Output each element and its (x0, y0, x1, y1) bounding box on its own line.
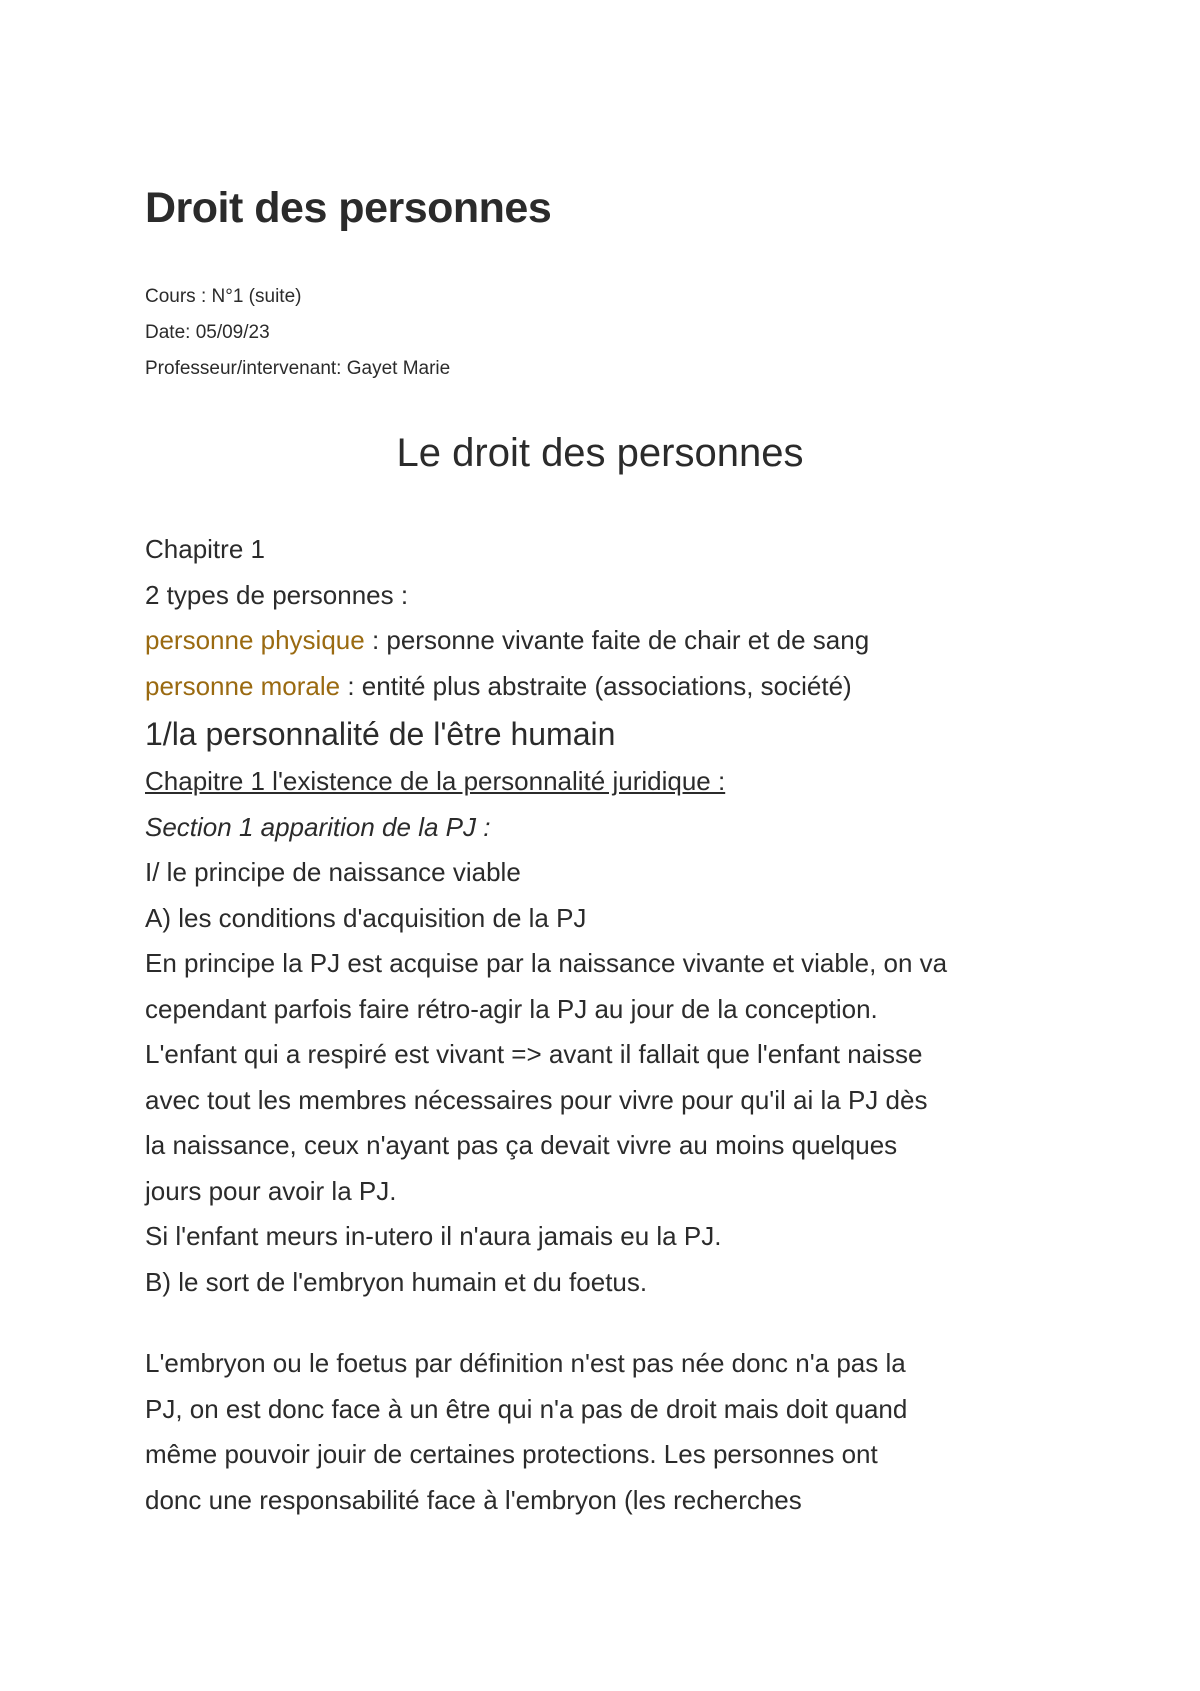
chapitre-heading: Chapitre 1 l'existence de la personnalité juridique : (145, 766, 726, 796)
principe-heading: I/ le principe de naissance viable (145, 857, 521, 887)
chapitre-label: Chapitre 1 (145, 534, 265, 564)
meta-date: Date: 05/09/23 (145, 322, 270, 343)
types-heading: 2 types de personnes : (145, 579, 409, 610)
definition-personne-physique (145, 618, 1075, 664)
sub-heading-a: A) les conditions d'acquisition de la PJ (145, 902, 587, 933)
paragraph-line: la naissance, ceux n'ayant pas ça devait vivre au moins quelques (145, 1130, 898, 1160)
meta-cours: Cours : N°1 (suite) (145, 286, 302, 307)
section-heading: 1/la personnalité de l'être humain (145, 716, 616, 752)
term-personne-morale: personne morale (145, 670, 341, 701)
section-1-heading: Section 1 apparition de la PJ : (145, 811, 491, 842)
paragraph-line: jours pour avoir la PJ. (145, 1175, 397, 1206)
paragraph-line: PJ, on est donc face à un être qui n'a pas de droit mais doit quand (145, 1393, 908, 1424)
paragraph-line: En principe la PJ est acquise par la naissance vivante et viable, on va (145, 948, 948, 978)
paragraph-line: L'embryon ou le foetus par définition n'est pas née donc n'a pas la (145, 1348, 906, 1378)
document-subtitle: Le droit des personnes (396, 431, 804, 475)
document-meta (145, 279, 450, 387)
paragraph-line: donc une responsabilité face à l'embryon (les recherches (145, 1484, 802, 1515)
document-title: Droit des personnes (145, 184, 552, 232)
paragraph-spacer (145, 1305, 1075, 1341)
document-body (145, 527, 1075, 1523)
term-personne-physique: personne physique (145, 625, 365, 655)
paragraph-line: même pouvoir jouir de certaines protections. Les personnes ont (145, 1439, 878, 1469)
paragraph-line: Si l'enfant meurs in-utero il n'aura jamais eu la PJ. (145, 1221, 722, 1251)
paragraph-line: L'enfant qui a respiré est vivant => avant il fallait que l'enfant naisse (145, 1039, 923, 1069)
definition-personne-morale (145, 664, 1075, 710)
paragraph-1 (145, 941, 1075, 1260)
paragraph-line: cependant parfois faire rétro-agir la PJ au jour de la conception. (145, 993, 878, 1024)
definition-text: : entité plus abstraite (associations, société) (340, 670, 852, 701)
paragraph-line: avec tout les membres nécessaires pour vivre pour qu'il ai la PJ dès (145, 1084, 928, 1115)
sub-heading-b: B) le sort de l'embryon humain et du foetus. (145, 1266, 648, 1297)
definition-text: : personne vivante faite de chair et de sang (364, 625, 870, 655)
meta-professeur: Professeur/intervenant: Gayet Marie (145, 358, 451, 379)
paragraph-2 (145, 1341, 1075, 1523)
